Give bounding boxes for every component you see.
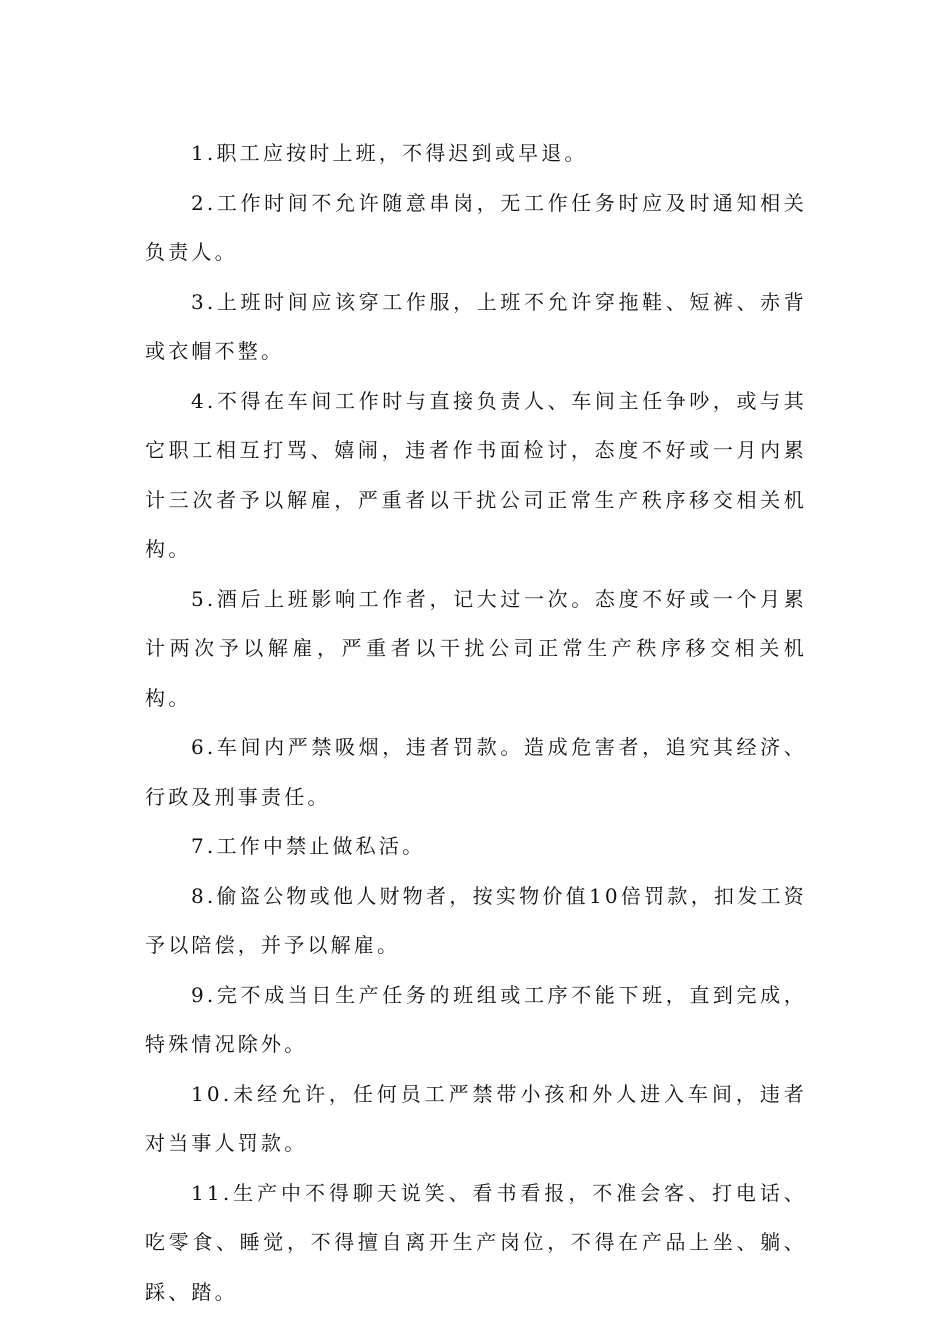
paragraph-6: 6.车间内严禁吸烟，违者罚款。造成危害者，追究其经济、行政及刑事责任。 xyxy=(145,735,807,809)
paragraph-1: 1.职工应按时上班，不得迟到或早退。 xyxy=(191,141,588,165)
document-body xyxy=(145,129,807,1317)
paragraph-11: 11.生产中不得聊天说笑、看书看报，不准会客、打电话、吃零食、睡觉，不得擅自离开生产岗位，不得在产品上坐、躺、踩、踏。 xyxy=(145,1180,807,1304)
paragraph-3: 3.上班时间应该穿工作服，上班不允许穿拖鞋、短裤、赤背或衣帽不整。 xyxy=(145,289,807,363)
paragraph-8: 8.偷盗公物或他人财物者，按实物价值10倍罚款，扣发工资予以陪偿，并予以解雇。 xyxy=(145,883,807,957)
paragraph-4: 4.不得在车间工作时与直接负责人、车间主任争吵，或与其它职工相互打骂、嬉闹，违者作书面检讨，态度不好或一月内累计三次者予以解雇，严重者以干扰公司正常生产秩序移交相关机构。 xyxy=(145,388,807,561)
paragraph-2: 2.工作时间不允许随意串岗，无工作任务时应及时通知相关负责人。 xyxy=(145,190,807,264)
paragraph-7: 7.工作中禁止做私活。 xyxy=(191,834,426,858)
paragraph-9: 9.完不成当日生产任务的班组或工序不能下班，直到完成，特殊情况除外。 xyxy=(145,982,807,1056)
paragraph-5: 5.酒后上班影响工作者，记大过一次。态度不好或一个月累计两次予以解雇，严重者以干扰公司正常生产秩序移交相关机构。 xyxy=(145,586,807,710)
paragraph-10: 10.未经允许，任何员工严禁带小孩和外人进入车间，违者对当事人罚款。 xyxy=(145,1081,807,1155)
